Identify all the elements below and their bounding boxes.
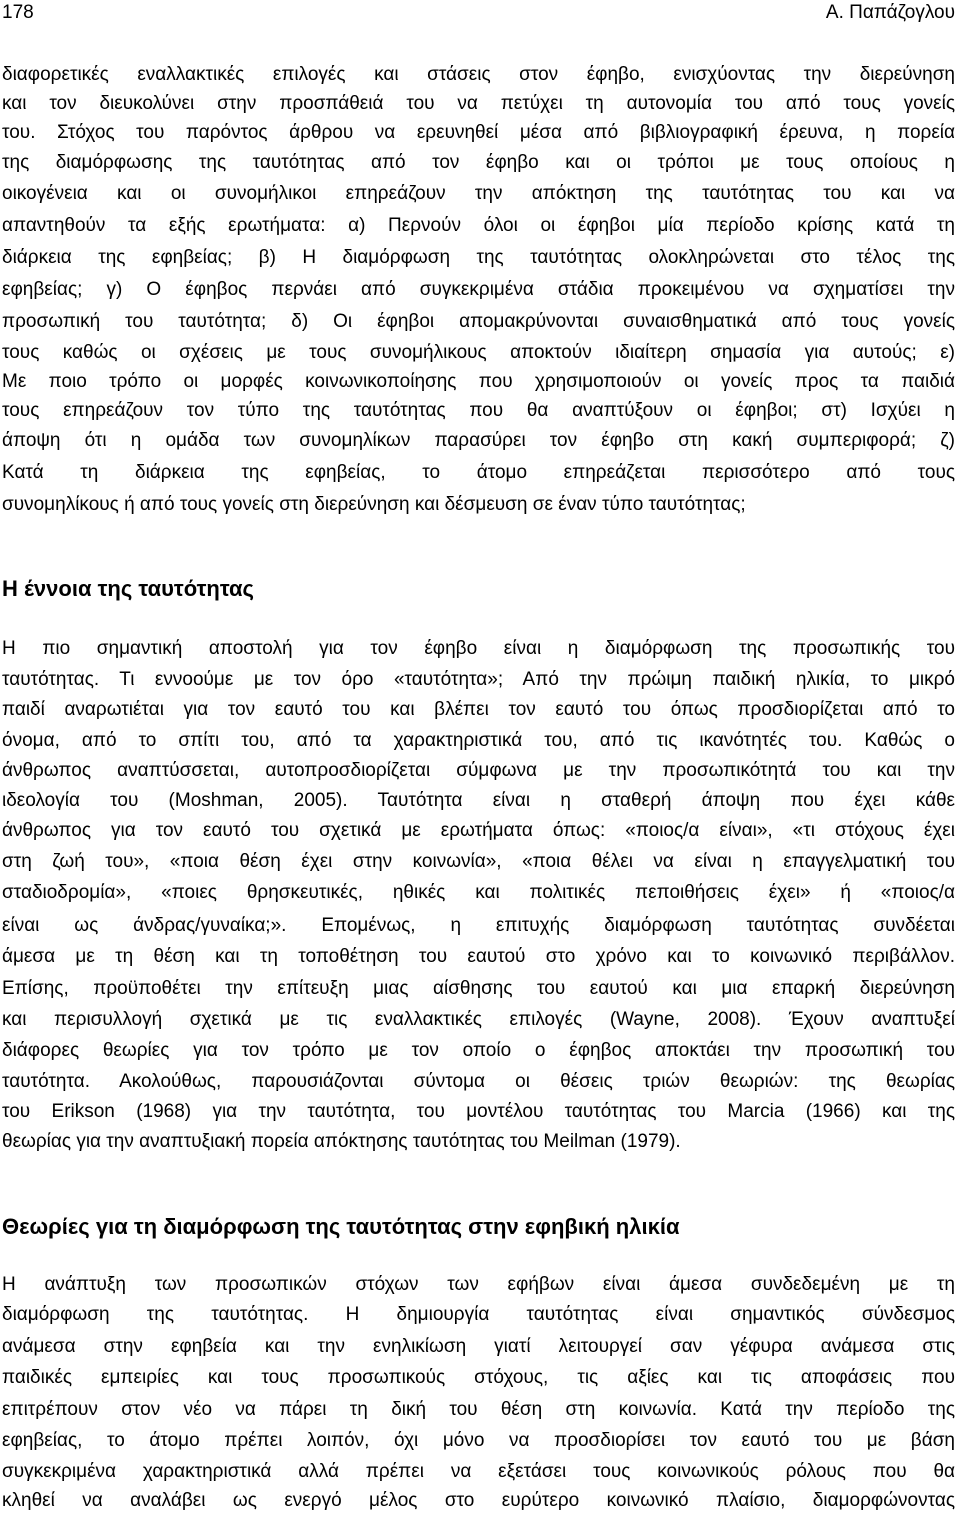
text-line: απαντηθούν τα εξής ερωτήματα: α) Περνούν όλοι οι έφηβοι μία περίοδο κρίσης κατά τη bbox=[2, 215, 955, 236]
text-line: τους επηρεάζουν τον τύπο της ταυτότητας που θα αναπτύξουν οι έφηβοι; στ) Ισχύει η bbox=[2, 400, 955, 421]
text-line: ταυτότητα. Ακολούθως, παρουσιάζονται σύντομα οι θέσεις τριών θεωριών: της θεωρίας bbox=[2, 1071, 955, 1092]
text-line: διάρκεια της εφηβείας; β) Η διαμόρφωση της ταυτότητας ολοκληρώνεται στο τέλος της bbox=[2, 247, 955, 268]
text-line: ανάμεσα στην εφηβεία και την ενηλικίωση γιατί λειτουργεί σαν γέφυρα ανάμεσα στις bbox=[2, 1336, 955, 1357]
text-line: σταδιοδρομία», «ποιες θρησκευτικές, ηθικές και πολιτικές πεποιθήσεις έχει» ή «ποιος/α bbox=[2, 882, 955, 903]
text-line: ταυτότητας. Τι εννοούμε με τον όρο «ταυτότητα»; Από την πρώιμη παιδική ηλικία, το μικρό bbox=[2, 669, 955, 690]
text-line: Κατά τη διάρκεια της εφηβείας, το άτομο επηρεάζεται περισσότερο από τους bbox=[2, 462, 955, 483]
text-line: προσωπική του ταυτότητα; δ) Οι έφηβοι απομακρύνονται συναισθηματικά από τους γονείς bbox=[2, 311, 955, 332]
text-line: συγκεκριμένα χαρακτηριστικά αλλά πρέπει να εξετάσει τους κοινωνικούς ρόλους που θα bbox=[2, 1461, 955, 1482]
text-line: παιδικές εμπειρίες και τους προσωπικούς στόχους, τις αξίες και τις αποφάσεις που bbox=[2, 1367, 955, 1388]
text-line: κληθεί να αναλάβει ως ενεργό μέλος στο ευρύτερο κοινωνικό πλαίσιο, διαμορφώνοντας bbox=[2, 1490, 955, 1511]
text-line: τους καθώς οι σχέσεις με τους συνομήλικους αποκτούν ιδιαίτερη σημασία για αυτούς; ε) bbox=[2, 342, 955, 363]
text-line: οικογένεια και οι συνομήλικοι επηρεάζουν την απόκτηση της ταυτότητας του και να bbox=[2, 183, 955, 204]
section-heading: Θεωρίες για τη διαμόρφωση της ταυτότητας στην εφηβική ηλικία bbox=[2, 1214, 680, 1239]
text-line: εφηβείας, το άτομο πρέπει λοιπόν, όχι μόνο να προσδιορίσει τον εαυτό του με βάση bbox=[2, 1430, 955, 1451]
text-line: ιδεολογία του (Moshman, 2005). Ταυτότητα είναι η σταθερή άποψη που έχει κάθε bbox=[2, 790, 955, 811]
text-line: διάφορες θεωρίες για τον τρόπο με τον οποίο ο έφηβος αποκτάει την προσωπική του bbox=[2, 1040, 955, 1061]
text-line: διαμόρφωση της ταυτότητας. Η δημιουργία ταυτότητας είναι σημαντικός σύνδεσμος bbox=[2, 1304, 955, 1325]
text-line: της διαμόρφωσης της ταυτότητας από τον έφηβο και οι τρόποι με τους οποίους η bbox=[2, 152, 955, 173]
text-line: του Erikson (1968) για την ταυτότητα, του μοντέλου ταυτότητας του Marcia (1966) και της bbox=[2, 1101, 955, 1122]
text-line: στη ζωή του», «ποια θέση έχει στην κοινωνία», «ποια θέλει να είναι η επαγγελματική του bbox=[2, 851, 955, 872]
text-line: είναι ως άνδρας/γυναίκα;». Επομένως, η επιτυχής διαμόρφωση ταυτότητας συνδέεται bbox=[2, 915, 955, 936]
text-line: θεωρίας για την αναπτυξιακή πορεία απόκτησης ταυτότητας του Meilman (1979). bbox=[2, 1131, 681, 1152]
text-line: συνομηλίκους ή από τους γονείς στη διερεύνηση και δέσμευση σε έναν τύπο ταυτότητας; bbox=[2, 494, 746, 515]
text-line: άμεσα με τη θέση και τη τοποθέτηση του εαυτού στο χρόνο και το κοινωνικό περιβάλλον. bbox=[2, 946, 955, 967]
text-line: παιδί αναρωτιέται για τον εαυτό του και βλέπει τον εαυτό του όπως προσδιορίζεται από το bbox=[2, 699, 955, 720]
section-heading: Η έννοια της ταυτότητας bbox=[2, 576, 255, 601]
text-line: Η πιο σημαντική αποστολή για τον έφηβο είναι η διαμόρφωση της προσωπικής του bbox=[2, 638, 955, 659]
running-title: Α. Παπάζογλου bbox=[825, 2, 955, 23]
text-line: άνθρωπος αναπτύσσεται, αυτοπροσδιορίζεται σύμφωνα με την προσωπικότητά του και την bbox=[2, 760, 955, 781]
text-line: Η ανάπτυξη των προσωπικών στόχων των εφήβων είναι άμεσα συνδεδεμένη με τη bbox=[2, 1274, 955, 1295]
text-line: Με ποιο τρόπο οι μορφές κοινωνικοποίησης που χρησιμοποιούν οι γονείς προς τα παιδιά bbox=[2, 371, 955, 392]
text-line: άνθρωπος για τον εαυτό του σχετικά με ερωτήματα όπως: «ποιος/α είναι», «τι στόχους έχει bbox=[2, 820, 955, 841]
text-line: επιτρέπουν στον νέο να πάρει τη δική του θέση στη κοινωνία. Κατά την περίοδο της bbox=[2, 1399, 955, 1420]
text-line: και περισυλλογή σχετικά με τις εναλλακτικές επιλογές (Wayne, 2008). Έχουν αναπτυξεί bbox=[2, 1009, 955, 1030]
text-line: Επίσης, προϋποθέτει την επίτευξη μιας αίσθησης του εαυτού και μια επαρκή διερεύνηση bbox=[2, 978, 955, 999]
text-line: και τον διευκολύνει στην προσπάθειά του να πετύχει τη αυτονομία του από τους γονείς bbox=[2, 93, 955, 114]
text-line: άποψη ότι η ομάδα των συνομηλίκων παρασύρει τον έφηβο στη κακή συμπεριφορά; ζ) bbox=[2, 430, 955, 451]
page-number: 178 bbox=[2, 2, 34, 23]
text-line: διαφορετικές εναλλακτικές επιλογές και στάσεις στον έφηβο, ενισχύοντας την διερεύνηση bbox=[2, 64, 955, 85]
text-line: του. Στόχος του παρόντος άρθρου να ερευνηθεί μέσα από βιβλιογραφική έρευνα, η πορεία bbox=[2, 122, 955, 143]
text-line: όνομα, από το σπίτι του, από τα χαρακτηριστικά του, από τις ικανότητές του. Καθώς ο bbox=[2, 730, 955, 751]
text-line: εφηβείας; γ) Ο έφηβος περνάει από συγκεκριμένα στάδια προκειμένου να σχηματίσει την bbox=[2, 279, 955, 300]
